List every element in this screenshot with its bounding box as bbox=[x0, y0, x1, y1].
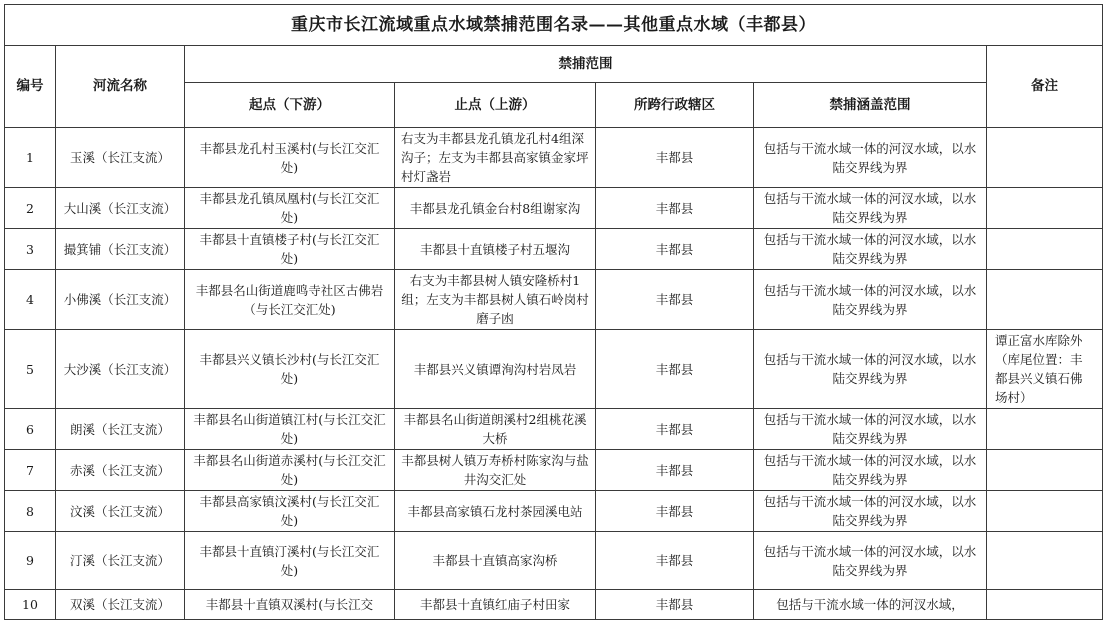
cell-no: 3 bbox=[5, 229, 56, 270]
cell-remark bbox=[987, 491, 1103, 532]
cell-remark bbox=[987, 229, 1103, 270]
cell-end: 丰都县十直镇楼子村五堰沟 bbox=[395, 229, 596, 270]
cell-start: 丰都县十直镇楼子村(与长江交汇处) bbox=[185, 229, 395, 270]
ban-scope-table bbox=[4, 4, 1103, 620]
table-row bbox=[5, 450, 1103, 491]
table-row bbox=[5, 270, 1103, 330]
table-row bbox=[5, 128, 1103, 188]
cell-coverage: 包括与干流水域一体的河汊水域， bbox=[754, 590, 987, 620]
cell-start: 丰都县龙孔村玉溪村(与长江交汇处) bbox=[185, 128, 395, 188]
cell-river: 双溪（长江支流） bbox=[56, 590, 185, 620]
cell-end: 丰都县兴义镇谭洵沟村岩凤岩 bbox=[395, 330, 596, 409]
cell-river: 撮箕铺（长江支流） bbox=[56, 229, 185, 270]
cell-remark bbox=[987, 450, 1103, 491]
table-row bbox=[5, 491, 1103, 532]
cell-end: 丰都县十直镇红庙子村田家 bbox=[395, 590, 596, 620]
cell-river: 小佛溪（长江支流） bbox=[56, 270, 185, 330]
cell-end: 丰都县树人镇万寿桥村陈家沟与盐井沟交汇处 bbox=[395, 450, 596, 491]
cell-district: 丰都县 bbox=[596, 491, 754, 532]
cell-river: 玉溪（长江支流） bbox=[56, 128, 185, 188]
header-coverage: 禁捕涵盖范围 bbox=[754, 83, 987, 128]
cell-no: 4 bbox=[5, 270, 56, 330]
cell-no: 7 bbox=[5, 450, 56, 491]
table-row bbox=[5, 188, 1103, 229]
cell-district: 丰都县 bbox=[596, 188, 754, 229]
cell-end: 右支为丰都县龙孔镇龙孔村4组深沟子；左支为丰都县高家镇金家坪村灯盏岩 bbox=[395, 128, 596, 188]
cell-river: 大山溪（长江支流） bbox=[56, 188, 185, 229]
cell-start: 丰都县龙孔镇凤凰村(与长江交汇处) bbox=[185, 188, 395, 229]
cell-start: 丰都县名山街道赤溪村(与长江交汇处) bbox=[185, 450, 395, 491]
cell-end: 丰都县高家镇石龙村茶园溪电站 bbox=[395, 491, 596, 532]
cell-no: 9 bbox=[5, 532, 56, 590]
cell-no: 8 bbox=[5, 491, 56, 532]
table-row bbox=[5, 229, 1103, 270]
table-row bbox=[5, 532, 1103, 590]
cell-remark bbox=[987, 590, 1103, 620]
cell-no: 2 bbox=[5, 188, 56, 229]
cell-district: 丰都县 bbox=[596, 270, 754, 330]
cell-district: 丰都县 bbox=[596, 590, 754, 620]
table-row bbox=[5, 409, 1103, 450]
cell-coverage: 包括与干流水域一体的河汊水域，以水陆交界线为界 bbox=[754, 532, 987, 590]
table-title: 重庆市长江流域重点水域禁捕范围名录——其他重点水域（丰都县） bbox=[5, 5, 1103, 46]
cell-end: 丰都县名山街道朗溪村2组桃花溪大桥 bbox=[395, 409, 596, 450]
cell-coverage: 包括与干流水域一体的河汊水域，以水陆交界线为界 bbox=[754, 188, 987, 229]
cell-district: 丰都县 bbox=[596, 409, 754, 450]
cell-start: 丰都县十直镇汀溪村(与长江交汇处) bbox=[185, 532, 395, 590]
cell-coverage: 包括与干流水域一体的河汊水域，以水陆交界线为界 bbox=[754, 270, 987, 330]
header-start: 起点（下游） bbox=[185, 83, 395, 128]
cell-start: 丰都县名山街道镇江村(与长江交汇处) bbox=[185, 409, 395, 450]
cell-start: 丰都县名山街道鹿鸣寺社区古佛岩（与长江交汇处) bbox=[185, 270, 395, 330]
cell-end: 丰都县十直镇高家沟桥 bbox=[395, 532, 596, 590]
cell-river: 汶溪（长江支流） bbox=[56, 491, 185, 532]
cell-coverage: 包括与干流水域一体的河汊水域，以水陆交界线为界 bbox=[754, 330, 987, 409]
cell-coverage: 包括与干流水域一体的河汊水域，以水陆交界线为界 bbox=[754, 229, 987, 270]
header-end: 止点（上游） bbox=[395, 83, 596, 128]
cell-no: 6 bbox=[5, 409, 56, 450]
cell-start: 丰都县兴义镇长沙村(与长江交汇处) bbox=[185, 330, 395, 409]
cell-remark bbox=[987, 270, 1103, 330]
cell-start: 丰都县高家镇汶溪村(与长江交汇处) bbox=[185, 491, 395, 532]
cell-end: 丰都县龙孔镇金台村8组谢家沟 bbox=[395, 188, 596, 229]
header-remark: 备注 bbox=[987, 46, 1103, 128]
header-scope: 禁捕范围 bbox=[185, 46, 987, 83]
cell-district: 丰都县 bbox=[596, 128, 754, 188]
cell-no: 1 bbox=[5, 128, 56, 188]
table-row bbox=[5, 590, 1103, 620]
cell-remark bbox=[987, 128, 1103, 188]
table-row bbox=[5, 330, 1103, 409]
cell-no: 10 bbox=[5, 590, 56, 620]
cell-remark bbox=[987, 409, 1103, 450]
header-district: 所跨行政辖区 bbox=[596, 83, 754, 128]
cell-river: 汀溪（长江支流） bbox=[56, 532, 185, 590]
cell-no: 5 bbox=[5, 330, 56, 409]
cell-remark bbox=[987, 188, 1103, 229]
cell-coverage: 包括与干流水域一体的河汊水域，以水陆交界线为界 bbox=[754, 409, 987, 450]
cell-coverage: 包括与干流水域一体的河汊水域，以水陆交界线为界 bbox=[754, 450, 987, 491]
cell-district: 丰都县 bbox=[596, 229, 754, 270]
cell-start: 丰都县十直镇双溪村(与长江交 bbox=[185, 590, 395, 620]
cell-coverage: 包括与干流水域一体的河汊水域，以水陆交界线为界 bbox=[754, 491, 987, 532]
cell-coverage: 包括与干流水域一体的河汊水域，以水陆交界线为界 bbox=[754, 128, 987, 188]
cell-district: 丰都县 bbox=[596, 330, 754, 409]
cell-river: 赤溪（长江支流） bbox=[56, 450, 185, 491]
header-no: 编号 bbox=[5, 46, 56, 128]
cell-end: 右支为丰都县树人镇安隆桥村1组；左支为丰都县树人镇石岭岗村磨子凼 bbox=[395, 270, 596, 330]
header-river: 河流名称 bbox=[56, 46, 185, 128]
cell-district: 丰都县 bbox=[596, 450, 754, 491]
cell-remark bbox=[987, 532, 1103, 590]
cell-river: 朗溪（长江支流） bbox=[56, 409, 185, 450]
cell-remark: 谭正富水库除外（库尾位置：丰都县兴义镇石佛场村） bbox=[987, 330, 1103, 409]
cell-river: 大沙溪（长江支流） bbox=[56, 330, 185, 409]
cell-district: 丰都县 bbox=[596, 532, 754, 590]
